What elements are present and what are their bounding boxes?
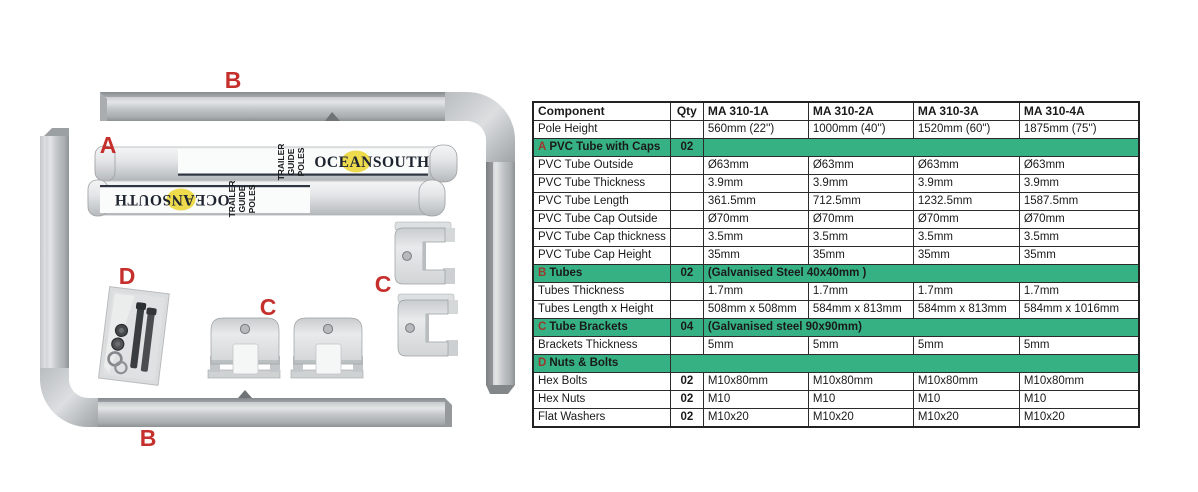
spec-value: M10x20 [703, 409, 808, 428]
tube1-word-1: TRAILER [276, 143, 286, 181]
spec-row [533, 193, 1139, 211]
spec-value: M10x80mm [808, 373, 913, 391]
spec-value: 5mm [808, 337, 913, 355]
section-note: (Galvanised Steel 40x40mm ) [703, 265, 1139, 283]
row-label: Tubes Thickness [533, 283, 670, 301]
spec-row [533, 157, 1139, 175]
spec-value: Ø63mm [913, 157, 1019, 175]
section-letter: D [538, 357, 547, 369]
section-label: D Nuts & Bolts [533, 355, 670, 373]
header-row [533, 102, 1139, 121]
label-c-mid: C [259, 294, 277, 320]
tube1-word-3: POLES [296, 147, 306, 177]
row-label: Brackets Thickness [533, 337, 670, 355]
product-photo [0, 0, 540, 492]
pvc-tube-1 [95, 144, 457, 182]
spec-value: 1587.5mm [1019, 193, 1139, 211]
row-label: Tubes Length x Height [533, 301, 670, 319]
row-label: Hex Bolts [533, 373, 670, 391]
section-letter: C [538, 321, 547, 333]
spec-value [670, 247, 703, 265]
column-header: MA 310-2A [808, 102, 913, 121]
section-qty: 02 [670, 139, 703, 157]
spec-value: 1.7mm [808, 283, 913, 301]
section-qty: 04 [670, 319, 703, 337]
section-label: B Tubes [533, 265, 670, 283]
spec-value: 3.5mm [703, 229, 808, 247]
spec-value: 584mm x 813mm [913, 301, 1019, 319]
spec-value: 3.9mm [808, 175, 913, 193]
spec-value: 361.5mm [703, 193, 808, 211]
column-header: Component [533, 102, 670, 121]
section-label: C Tube Brackets [533, 319, 670, 337]
spec-value: 5mm [703, 337, 808, 355]
spec-value: M10 [913, 391, 1019, 409]
section-row [533, 265, 1139, 283]
section-qty: 02 [670, 265, 703, 283]
spec-value: Ø70mm [703, 211, 808, 229]
spec-value: 3.5mm [1019, 229, 1139, 247]
spec-value: 1000mm (40'') [808, 121, 913, 139]
spec-value: 35mm [808, 247, 913, 265]
bracket-front-1 [208, 318, 280, 378]
spec-value: M10x20 [913, 409, 1019, 428]
spec-value: 1520mm (60") [913, 121, 1019, 139]
spec-value: 712.5mm [808, 193, 913, 211]
spec-row [533, 337, 1139, 355]
spec-value: 5mm [1019, 337, 1139, 355]
section-note [703, 139, 1139, 157]
spec-value: M10 [808, 391, 913, 409]
spec-value: 02 [670, 391, 703, 409]
spec-row [533, 373, 1139, 391]
section-note [670, 355, 1139, 373]
spec-row [533, 283, 1139, 301]
spec-value: M10x20 [1019, 409, 1139, 428]
column-header: MA 310-3A [913, 102, 1019, 121]
spec-value: 1875mm (75'') [1019, 121, 1139, 139]
tube1-vertical-text [276, 144, 306, 181]
spec-value: 3.5mm [808, 229, 913, 247]
spec-value [670, 283, 703, 301]
spec-value: Ø63mm [808, 157, 913, 175]
tube2-word-3: POLES [247, 184, 257, 214]
row-label: Hex Nuts [533, 391, 670, 409]
section-letter: B [538, 267, 547, 279]
spec-row [533, 211, 1139, 229]
spec-row [533, 247, 1139, 265]
label-a: A [99, 132, 117, 158]
spec-value: Ø63mm [1019, 157, 1139, 175]
spec-value: 584mm x 1016mm [1019, 301, 1139, 319]
section-row [533, 139, 1139, 157]
spec-value: M10x80mm [703, 373, 808, 391]
spec-value: 35mm [1019, 247, 1139, 265]
spec-value [670, 337, 703, 355]
brand-text-1: OCEANSOUTH [314, 154, 430, 171]
spec-value: 02 [670, 373, 703, 391]
spec-value: Ø63mm [703, 157, 808, 175]
spec-value: 3.5mm [913, 229, 1019, 247]
section-letter: A [538, 141, 547, 153]
spec-value: 1.7mm [1019, 283, 1139, 301]
pvc-tube-2 [88, 180, 445, 217]
spec-value: M10x80mm [1019, 373, 1139, 391]
spec-value: 508mm x 508mm [703, 301, 808, 319]
spec-value: 5mm [913, 337, 1019, 355]
spec-row [533, 229, 1139, 247]
spec-value: Ø70mm [1019, 211, 1139, 229]
spec-row [533, 121, 1139, 139]
spec-table-container [532, 101, 1140, 428]
spec-value [670, 301, 703, 319]
spec-value: M10 [703, 391, 808, 409]
bracket-side-1 [395, 222, 455, 284]
spec-value: Ø70mm [913, 211, 1019, 229]
section-row [533, 355, 1139, 373]
column-header: Qty [670, 102, 703, 121]
spec-row [533, 391, 1139, 409]
column-header: MA 310-4A [1019, 102, 1139, 121]
spec-value: 1.7mm [703, 283, 808, 301]
spec-value: 584mm x 813mm [808, 301, 913, 319]
spec-value: 35mm [703, 247, 808, 265]
spec-value: 560mm (22'') [703, 121, 808, 139]
spec-value [670, 211, 703, 229]
spec-value: 1232.5mm [913, 193, 1019, 211]
spec-value: M10 [1019, 391, 1139, 409]
spec-value: 1.7mm [913, 283, 1019, 301]
spec-table [532, 101, 1140, 428]
brand-text-2: OCEANSOUTH [114, 191, 230, 208]
label-c-right: C [374, 271, 392, 297]
spec-value: M10x80mm [913, 373, 1019, 391]
label-b-top: B [224, 67, 242, 93]
section-note: (Galvanised steel 90x90mm) [703, 319, 1139, 337]
spec-table-body [533, 102, 1139, 427]
label-b-bottom: B [139, 425, 157, 451]
section-label: A PVC Tube with Caps [533, 139, 670, 157]
spec-value: 3.9mm [703, 175, 808, 193]
row-label: Pole Height [533, 121, 670, 139]
spec-value: 35mm [913, 247, 1019, 265]
row-label: PVC Tube Outside [533, 157, 670, 175]
tube2-word-2: GUIDE [237, 185, 247, 213]
row-label: PVC Tube Cap Height [533, 247, 670, 265]
row-label: PVC Tube Length [533, 193, 670, 211]
spec-row [533, 409, 1139, 428]
bracket-side-2 [398, 294, 458, 356]
bolt-bag [98, 287, 169, 386]
row-label: PVC Tube Cap Outside [533, 211, 670, 229]
spec-value: 3.9mm [1019, 175, 1139, 193]
spec-value [670, 193, 703, 211]
column-header: MA 310-1A [703, 102, 808, 121]
spec-value [670, 229, 703, 247]
spec-value: 02 [670, 409, 703, 428]
bracket-front-2 [291, 318, 363, 378]
spec-value: Ø70mm [808, 211, 913, 229]
label-d: D [118, 263, 136, 289]
spec-row [533, 301, 1139, 319]
row-label: PVC Tube Cap thickness [533, 229, 670, 247]
spec-value: M10x20 [808, 409, 913, 428]
row-label: PVC Tube Thickness [533, 175, 670, 193]
tube2-word-1: TRAILER [227, 180, 237, 218]
spec-row [533, 175, 1139, 193]
row-label: Flat Washers [533, 409, 670, 428]
spec-value [670, 157, 703, 175]
section-row [533, 319, 1139, 337]
tube1-word-2: GUIDE [286, 148, 296, 176]
spec-value [670, 121, 703, 139]
spec-value: 3.9mm [913, 175, 1019, 193]
spec-value [670, 175, 703, 193]
